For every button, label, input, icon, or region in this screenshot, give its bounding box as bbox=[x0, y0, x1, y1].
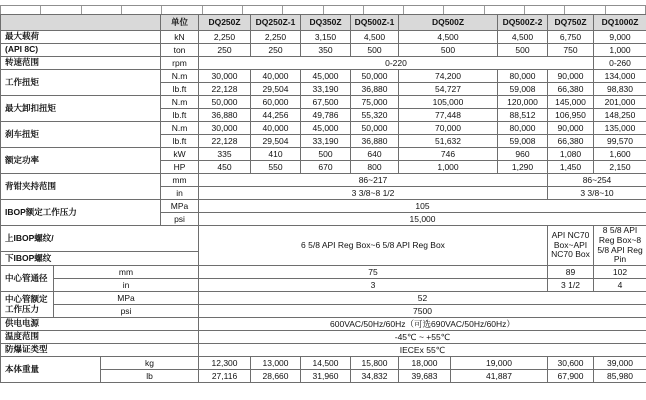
table-row bbox=[1, 305, 646, 318]
table-row bbox=[1, 200, 646, 213]
value-cell: 105 bbox=[199, 200, 646, 213]
value-cell: 54,727 bbox=[399, 83, 498, 96]
row-label: 最大卸扣扭矩 bbox=[1, 96, 161, 122]
value-cell: 450 bbox=[199, 161, 251, 174]
value-cell: 60,000 bbox=[251, 96, 301, 109]
value-cell: 14,500 bbox=[301, 357, 351, 370]
value-cell: 70,000 bbox=[399, 122, 498, 135]
unit-cell: ton bbox=[161, 44, 199, 57]
value-cell: 1,600 bbox=[594, 148, 646, 161]
value-cell: 4 bbox=[594, 279, 646, 292]
value-cell: 1,000 bbox=[399, 161, 498, 174]
value-cell: 27,116 bbox=[199, 370, 251, 383]
value-cell: 800 bbox=[351, 161, 399, 174]
value-cell: 52 bbox=[199, 292, 646, 305]
unit-cell: in bbox=[161, 187, 199, 200]
value-cell: 30,000 bbox=[199, 122, 251, 135]
value-cell: 66,380 bbox=[548, 83, 594, 96]
empty-grid-cell bbox=[122, 6, 162, 14]
value-cell: 500 bbox=[498, 44, 548, 57]
unit-cell: kg bbox=[101, 357, 199, 370]
value-cell: 90,000 bbox=[548, 70, 594, 83]
value-cell: 105,000 bbox=[399, 96, 498, 109]
value-cell: 75,000 bbox=[351, 96, 399, 109]
value-cell: 2,250 bbox=[199, 31, 251, 44]
value-cell: 3 1/2 bbox=[548, 279, 594, 292]
value-cell: 67,900 bbox=[548, 370, 594, 383]
unit-cell: rpm bbox=[161, 57, 199, 70]
header-row bbox=[1, 15, 646, 31]
row-label: 上IBOP螺纹/ bbox=[1, 226, 199, 252]
value-cell: 55,320 bbox=[351, 109, 399, 122]
value-cell: 36,880 bbox=[351, 83, 399, 96]
value-cell: 250 bbox=[199, 44, 251, 57]
value-cell: 19,000 bbox=[451, 357, 548, 370]
column-header: DQ500Z-1 bbox=[351, 15, 399, 31]
unit-cell: lb.ft bbox=[161, 135, 199, 148]
value-cell: 15,800 bbox=[351, 357, 399, 370]
table-row bbox=[1, 96, 646, 109]
value-cell: 1,450 bbox=[548, 161, 594, 174]
value-cell: 350 bbox=[301, 44, 351, 57]
value-cell: 8 5/8 API Reg Box~8 5/8 API Reg Pin bbox=[594, 226, 646, 266]
table-row bbox=[1, 344, 646, 357]
value-cell: 335 bbox=[199, 148, 251, 161]
empty-grid-row bbox=[0, 5, 646, 14]
value-cell: 59,008 bbox=[498, 135, 548, 148]
value-cell: 36,880 bbox=[199, 109, 251, 122]
value-cell: 80,000 bbox=[498, 122, 548, 135]
table-row bbox=[1, 44, 646, 57]
value-cell: 6,750 bbox=[548, 31, 594, 44]
value-cell: 30,600 bbox=[548, 357, 594, 370]
unit-cell: MPa bbox=[161, 200, 199, 213]
row-label: 转速范围 bbox=[1, 57, 161, 70]
value-cell: 9,000 bbox=[594, 31, 646, 44]
value-cell: 75 bbox=[199, 266, 548, 279]
row-label: 供电电源 bbox=[1, 318, 199, 331]
table-row bbox=[1, 174, 646, 187]
table-row bbox=[1, 31, 646, 44]
empty-grid-cell bbox=[162, 6, 202, 14]
value-cell: 750 bbox=[548, 44, 594, 57]
value-cell: 500 bbox=[351, 44, 399, 57]
empty-grid-cell bbox=[1, 6, 41, 14]
value-cell: 746 bbox=[399, 148, 498, 161]
table-row bbox=[1, 266, 646, 279]
value-cell: 30,000 bbox=[199, 70, 251, 83]
value-cell: 88,512 bbox=[498, 109, 548, 122]
value-cell: 49,786 bbox=[301, 109, 351, 122]
value-cell: 18,000 bbox=[399, 357, 451, 370]
unit-cell: N.m bbox=[161, 70, 199, 83]
value-cell: 640 bbox=[351, 148, 399, 161]
value-cell: 36,880 bbox=[351, 135, 399, 148]
empty-grid-cell bbox=[41, 6, 81, 14]
empty-grid-cell bbox=[525, 6, 565, 14]
unit-cell: in bbox=[54, 279, 199, 292]
value-cell: 3 3/8~10 bbox=[548, 187, 646, 200]
value-cell: 50,000 bbox=[351, 70, 399, 83]
value-cell: 600VAC/50Hz/60Hz（可选690VAC/50Hz/60Hz） bbox=[199, 318, 646, 331]
value-cell: API NC70 Box~API NC70 Box bbox=[548, 226, 594, 266]
table-row bbox=[1, 292, 646, 305]
empty-grid-cell bbox=[203, 6, 243, 14]
value-cell: 3 bbox=[199, 279, 548, 292]
row-label: 防爆证类型 bbox=[1, 344, 199, 357]
value-cell: 120,000 bbox=[498, 96, 548, 109]
table-row bbox=[1, 70, 646, 83]
unit-cell: lb.ft bbox=[161, 109, 199, 122]
value-cell: 1,000 bbox=[594, 44, 646, 57]
unit-cell: N.m bbox=[161, 122, 199, 135]
column-header: DQ500Z-2 bbox=[498, 15, 548, 31]
unit-cell: psi bbox=[54, 305, 199, 318]
table-row bbox=[1, 226, 646, 252]
value-cell: IECEx 55℃ bbox=[199, 344, 646, 357]
value-cell: 39,683 bbox=[399, 370, 451, 383]
column-header: DQ250Z bbox=[199, 15, 251, 31]
value-cell: 29,504 bbox=[251, 135, 301, 148]
value-cell: 50,000 bbox=[351, 122, 399, 135]
value-cell: 670 bbox=[301, 161, 351, 174]
empty-grid-cell bbox=[324, 6, 364, 14]
column-header: DQ1000Z bbox=[594, 15, 646, 31]
row-label: 中心管通径 bbox=[1, 266, 54, 292]
empty-grid-cell bbox=[565, 6, 605, 14]
empty-grid-cell bbox=[404, 6, 444, 14]
value-cell: 0-260 bbox=[594, 57, 646, 70]
value-cell: 4,500 bbox=[351, 31, 399, 44]
value-cell: 22,128 bbox=[199, 135, 251, 148]
column-header: DQ500Z bbox=[399, 15, 498, 31]
value-cell: 90,000 bbox=[548, 122, 594, 135]
value-cell: 2,250 bbox=[251, 31, 301, 44]
empty-grid-cell bbox=[444, 6, 484, 14]
table-row bbox=[1, 148, 646, 161]
value-cell: 102 bbox=[594, 266, 646, 279]
value-cell: 134,000 bbox=[594, 70, 646, 83]
unit-cell: mm bbox=[161, 174, 199, 187]
value-cell: 86~217 bbox=[199, 174, 548, 187]
unit-cell: lb bbox=[101, 370, 199, 383]
header-blank-cell bbox=[1, 15, 161, 31]
value-cell: 89 bbox=[548, 266, 594, 279]
value-cell: 67,500 bbox=[301, 96, 351, 109]
table-row bbox=[1, 331, 646, 344]
value-cell: 77,448 bbox=[399, 109, 498, 122]
value-cell: 22,128 bbox=[199, 83, 251, 96]
value-cell: 34,832 bbox=[351, 370, 399, 383]
row-label: 额定功率 bbox=[1, 148, 161, 174]
unit-cell: mm bbox=[54, 266, 199, 279]
value-cell: 98,830 bbox=[594, 83, 646, 96]
value-cell: 410 bbox=[251, 148, 301, 161]
value-cell: 550 bbox=[251, 161, 301, 174]
value-cell: 33,190 bbox=[301, 135, 351, 148]
value-cell: 145,000 bbox=[548, 96, 594, 109]
value-cell: 3,150 bbox=[301, 31, 351, 44]
value-cell: 74,200 bbox=[399, 70, 498, 83]
value-cell: 15,000 bbox=[199, 213, 646, 226]
value-cell: 250 bbox=[251, 44, 301, 57]
value-cell: 201,000 bbox=[594, 96, 646, 109]
table-row bbox=[1, 357, 646, 370]
value-cell: 135,000 bbox=[594, 122, 646, 135]
value-cell: 29,504 bbox=[251, 83, 301, 96]
row-label: 温度范围 bbox=[1, 331, 199, 344]
unit-cell: HP bbox=[161, 161, 199, 174]
column-header: DQ250Z-1 bbox=[251, 15, 301, 31]
value-cell: 50,000 bbox=[199, 96, 251, 109]
unit-cell: lb.ft bbox=[161, 83, 199, 96]
value-cell: 40,000 bbox=[251, 122, 301, 135]
value-cell: 66,380 bbox=[548, 135, 594, 148]
empty-grid-cell bbox=[82, 6, 122, 14]
value-cell: 39,000 bbox=[594, 357, 646, 370]
value-cell: 4,500 bbox=[498, 31, 548, 44]
table-row bbox=[1, 57, 646, 70]
table-row bbox=[1, 318, 646, 331]
value-cell: 33,190 bbox=[301, 83, 351, 96]
value-cell: 6 5/8 API Reg Box~6 5/8 API Reg Box bbox=[199, 226, 548, 266]
row-label: 本体重量 bbox=[1, 357, 101, 383]
value-cell: 1,290 bbox=[498, 161, 548, 174]
row-label: 刹车扭矩 bbox=[1, 122, 161, 148]
column-header-unit: 单位 bbox=[161, 15, 199, 31]
value-cell: 40,000 bbox=[251, 70, 301, 83]
value-cell: 3 3/8~8 1/2 bbox=[199, 187, 548, 200]
row-label: 下IBOP螺纹 bbox=[1, 251, 199, 265]
row-label: (API 8C) bbox=[1, 44, 161, 57]
value-cell: 86~254 bbox=[548, 174, 646, 187]
unit-cell: kW bbox=[161, 148, 199, 161]
value-cell: 500 bbox=[399, 44, 498, 57]
row-label: 工作扭矩 bbox=[1, 70, 161, 96]
empty-grid-cell bbox=[364, 6, 404, 14]
empty-grid-cell bbox=[243, 6, 283, 14]
unit-cell: psi bbox=[161, 213, 199, 226]
value-cell: 45,000 bbox=[301, 70, 351, 83]
value-cell: 45,000 bbox=[301, 122, 351, 135]
value-cell: 148,250 bbox=[594, 109, 646, 122]
row-label: IBOP额定工作压力 bbox=[1, 200, 161, 226]
value-cell: 85,980 bbox=[594, 370, 646, 383]
value-cell: 31,960 bbox=[301, 370, 351, 383]
value-cell: 2,150 bbox=[594, 161, 646, 174]
row-label: 中心管额定工作压力 bbox=[1, 292, 54, 318]
unit-cell: N.m bbox=[161, 96, 199, 109]
column-header: DQ750Z bbox=[548, 15, 594, 31]
value-cell: 51,632 bbox=[399, 135, 498, 148]
value-cell: 7500 bbox=[199, 305, 646, 318]
empty-grid-cell bbox=[283, 6, 323, 14]
value-cell: 80,000 bbox=[498, 70, 548, 83]
value-cell: 12,300 bbox=[199, 357, 251, 370]
empty-grid-cell bbox=[606, 6, 645, 14]
value-cell: 106,950 bbox=[548, 109, 594, 122]
value-cell: 99,570 bbox=[594, 135, 646, 148]
value-cell: 41,887 bbox=[451, 370, 548, 383]
value-cell: 44,256 bbox=[251, 109, 301, 122]
value-cell: 0-220 bbox=[199, 57, 594, 70]
row-label: 最大载荷 bbox=[1, 31, 161, 44]
unit-cell: MPa bbox=[54, 292, 199, 305]
row-label: 背钳夹持范围 bbox=[1, 174, 161, 200]
value-cell: 59,008 bbox=[498, 83, 548, 96]
value-cell: 13,000 bbox=[251, 357, 301, 370]
value-cell: 960 bbox=[498, 148, 548, 161]
unit-cell: kN bbox=[161, 31, 199, 44]
value-cell: 1,080 bbox=[548, 148, 594, 161]
table-row bbox=[1, 279, 646, 292]
column-header: DQ350Z bbox=[301, 15, 351, 31]
spec-table bbox=[0, 14, 646, 383]
table-row bbox=[1, 122, 646, 135]
value-cell: 28,660 bbox=[251, 370, 301, 383]
value-cell: -45℃ ~ +55℃ bbox=[199, 331, 646, 344]
value-cell: 500 bbox=[301, 148, 351, 161]
value-cell: 4,500 bbox=[399, 31, 498, 44]
empty-grid-cell bbox=[485, 6, 525, 14]
